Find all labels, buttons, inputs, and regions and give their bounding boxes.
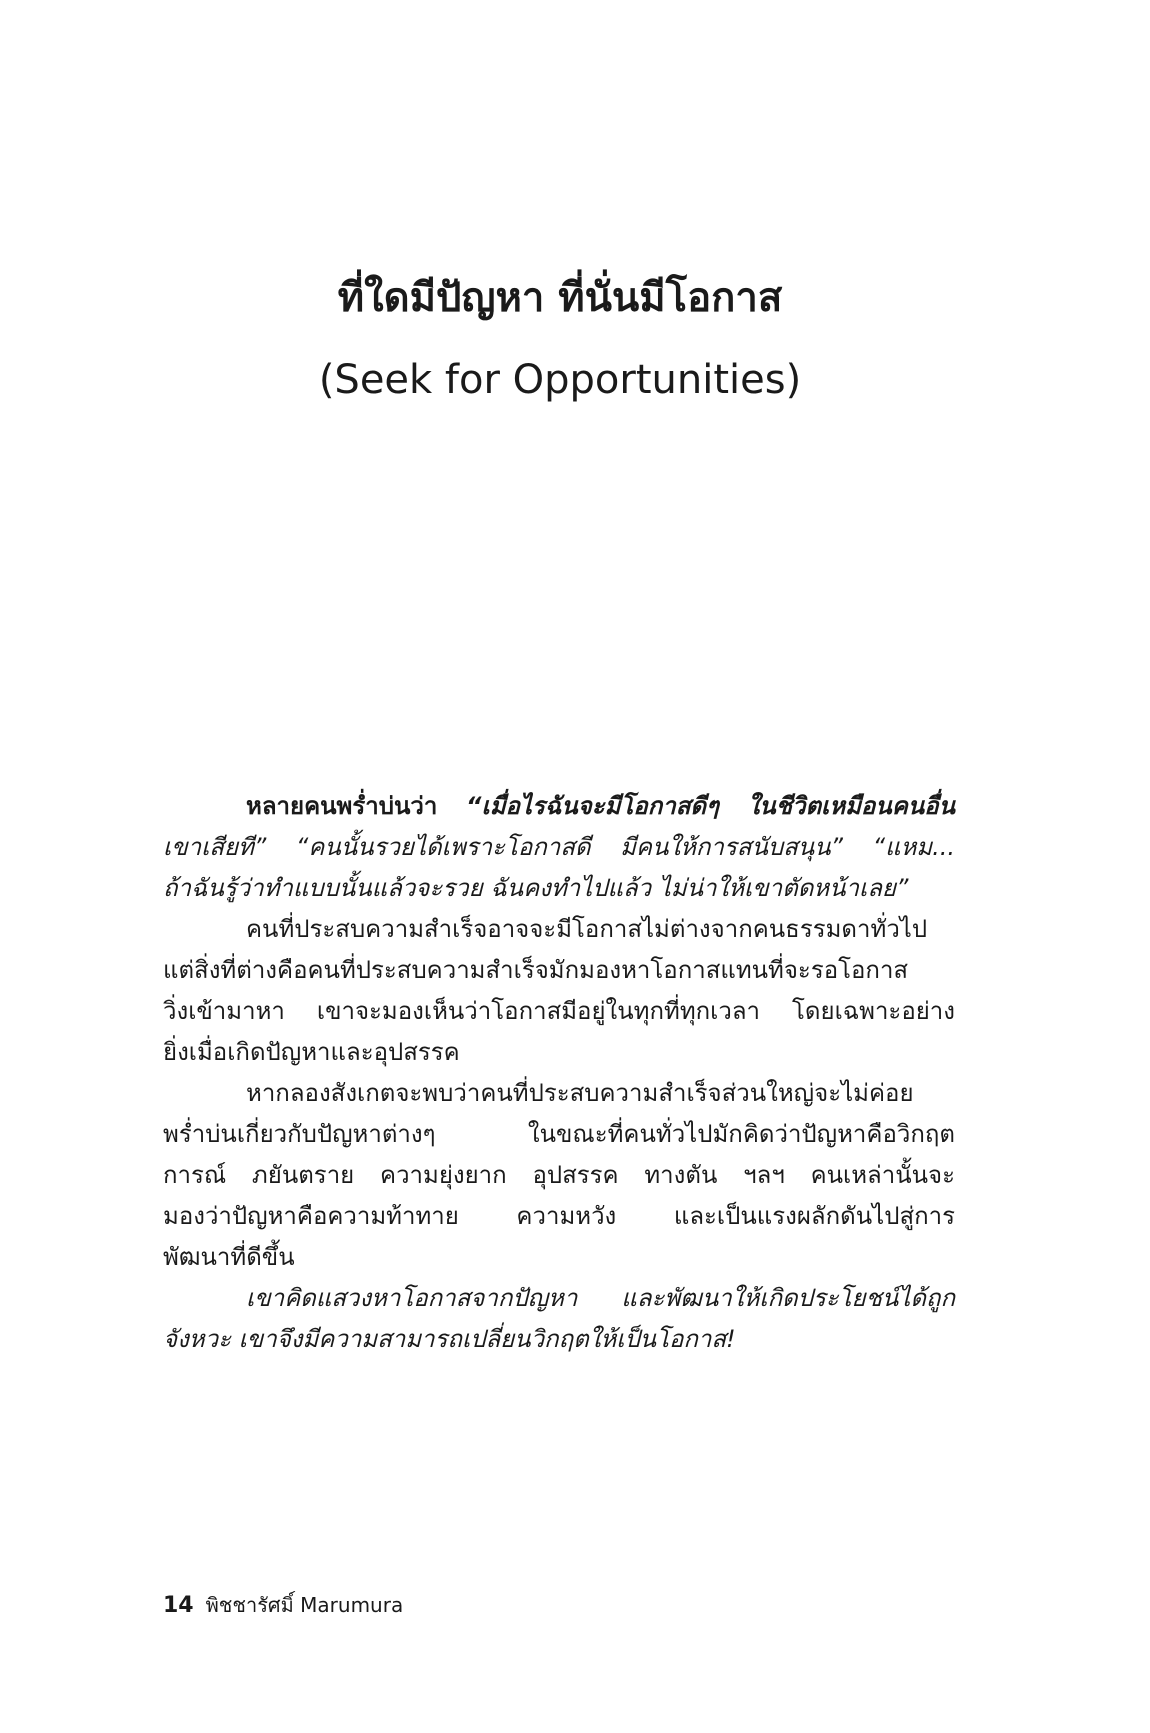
- paragraph-3-line-1: หากลองสังเกตจะพบว่าคนที่ประสบความสำเร็จส่วนใหญ่จะไม่ค่อย: [246, 1079, 914, 1107]
- page-footer: [163, 1589, 403, 1621]
- chapter-title: ที่ใดมีปัญหา ที่นั่นมีโอกาส: [337, 275, 783, 321]
- paragraph-1-line-2: เขาเสียที” “คนนั้นรวยได้เพราะโอกาสดี มีคนให้การสนับสนุน” “แหม...: [163, 833, 955, 861]
- quote-text: “เมื่อไรฉันจะมีโอกาสดีๆ ในชีวิตเหมือนคนอื่น: [466, 792, 955, 820]
- paragraph-3-line-5: พัฒนาที่ดีขึ้น: [163, 1243, 295, 1271]
- paragraph-2-line-2: แต่สิ่งที่ต่างคือคนที่ประสบความสำเร็จมักมองหาโอกาสแทนที่จะรอโอกาส: [163, 956, 909, 984]
- paragraph-2-line-4: ยิ่งเมื่อเกิดปัญหาและอุปสรรค: [163, 1038, 460, 1066]
- paragraph-4-line-1: เขาคิดแสวงหาโอกาสจากปัญหา และพัฒนาให้เกิดประโยชน์ได้ถูก: [246, 1284, 955, 1312]
- body-text: [163, 786, 955, 1360]
- lead-in-text: หลายคนพร่ำบ่นว่า: [246, 792, 467, 820]
- page-number: 14: [163, 1593, 194, 1618]
- paragraph-2-line-3: วิ่งเข้ามาหา เขาจะมองเห็นว่าโอกาสมีอยู่ในทุกที่ทุกเวลา โดยเฉพาะอย่าง: [163, 997, 955, 1025]
- paragraph-4-line-2: จังหวะ เขาจึงมีความสามารถเปลี่ยนวิกฤตให้เป็นโอกาส!: [163, 1325, 736, 1353]
- author-name: พิชชารัศมิ์ Marumura: [205, 1593, 404, 1617]
- paragraph-2-line-1: คนที่ประสบความสำเร็จอาจจะมีโอกาสไม่ต่างจากคนธรรมดาทั่วไป: [246, 915, 928, 943]
- paragraph-3-line-2: พร่ำบ่นเกี่ยวกับปัญหาต่างๆ ในขณะที่คนทั่วไปมักคิดว่าปัญหาคือวิกฤต: [163, 1120, 955, 1148]
- chapter-subtitle: (Seek for Opportunities): [318, 357, 802, 403]
- paragraph-1-line-3: ถ้าฉันรู้ว่าทำแบบนั้นแล้วจะรวย ฉันคงทำไปแล้ว ไม่น่าให้เขาตัดหน้าเลย”: [163, 874, 909, 902]
- paragraph-1-line-1: [163, 786, 955, 827]
- paragraph-3-line-4: มองว่าปัญหาคือความท้าทาย ความหวัง และเป็นแรงผลักดันไปสู่การ: [163, 1202, 955, 1230]
- paragraph-3-line-3: การณ์ ภยันตราย ความยุ่งยาก อุปสรรค ทางตัน ฯลฯ คนเหล่านั้นจะ: [163, 1161, 955, 1189]
